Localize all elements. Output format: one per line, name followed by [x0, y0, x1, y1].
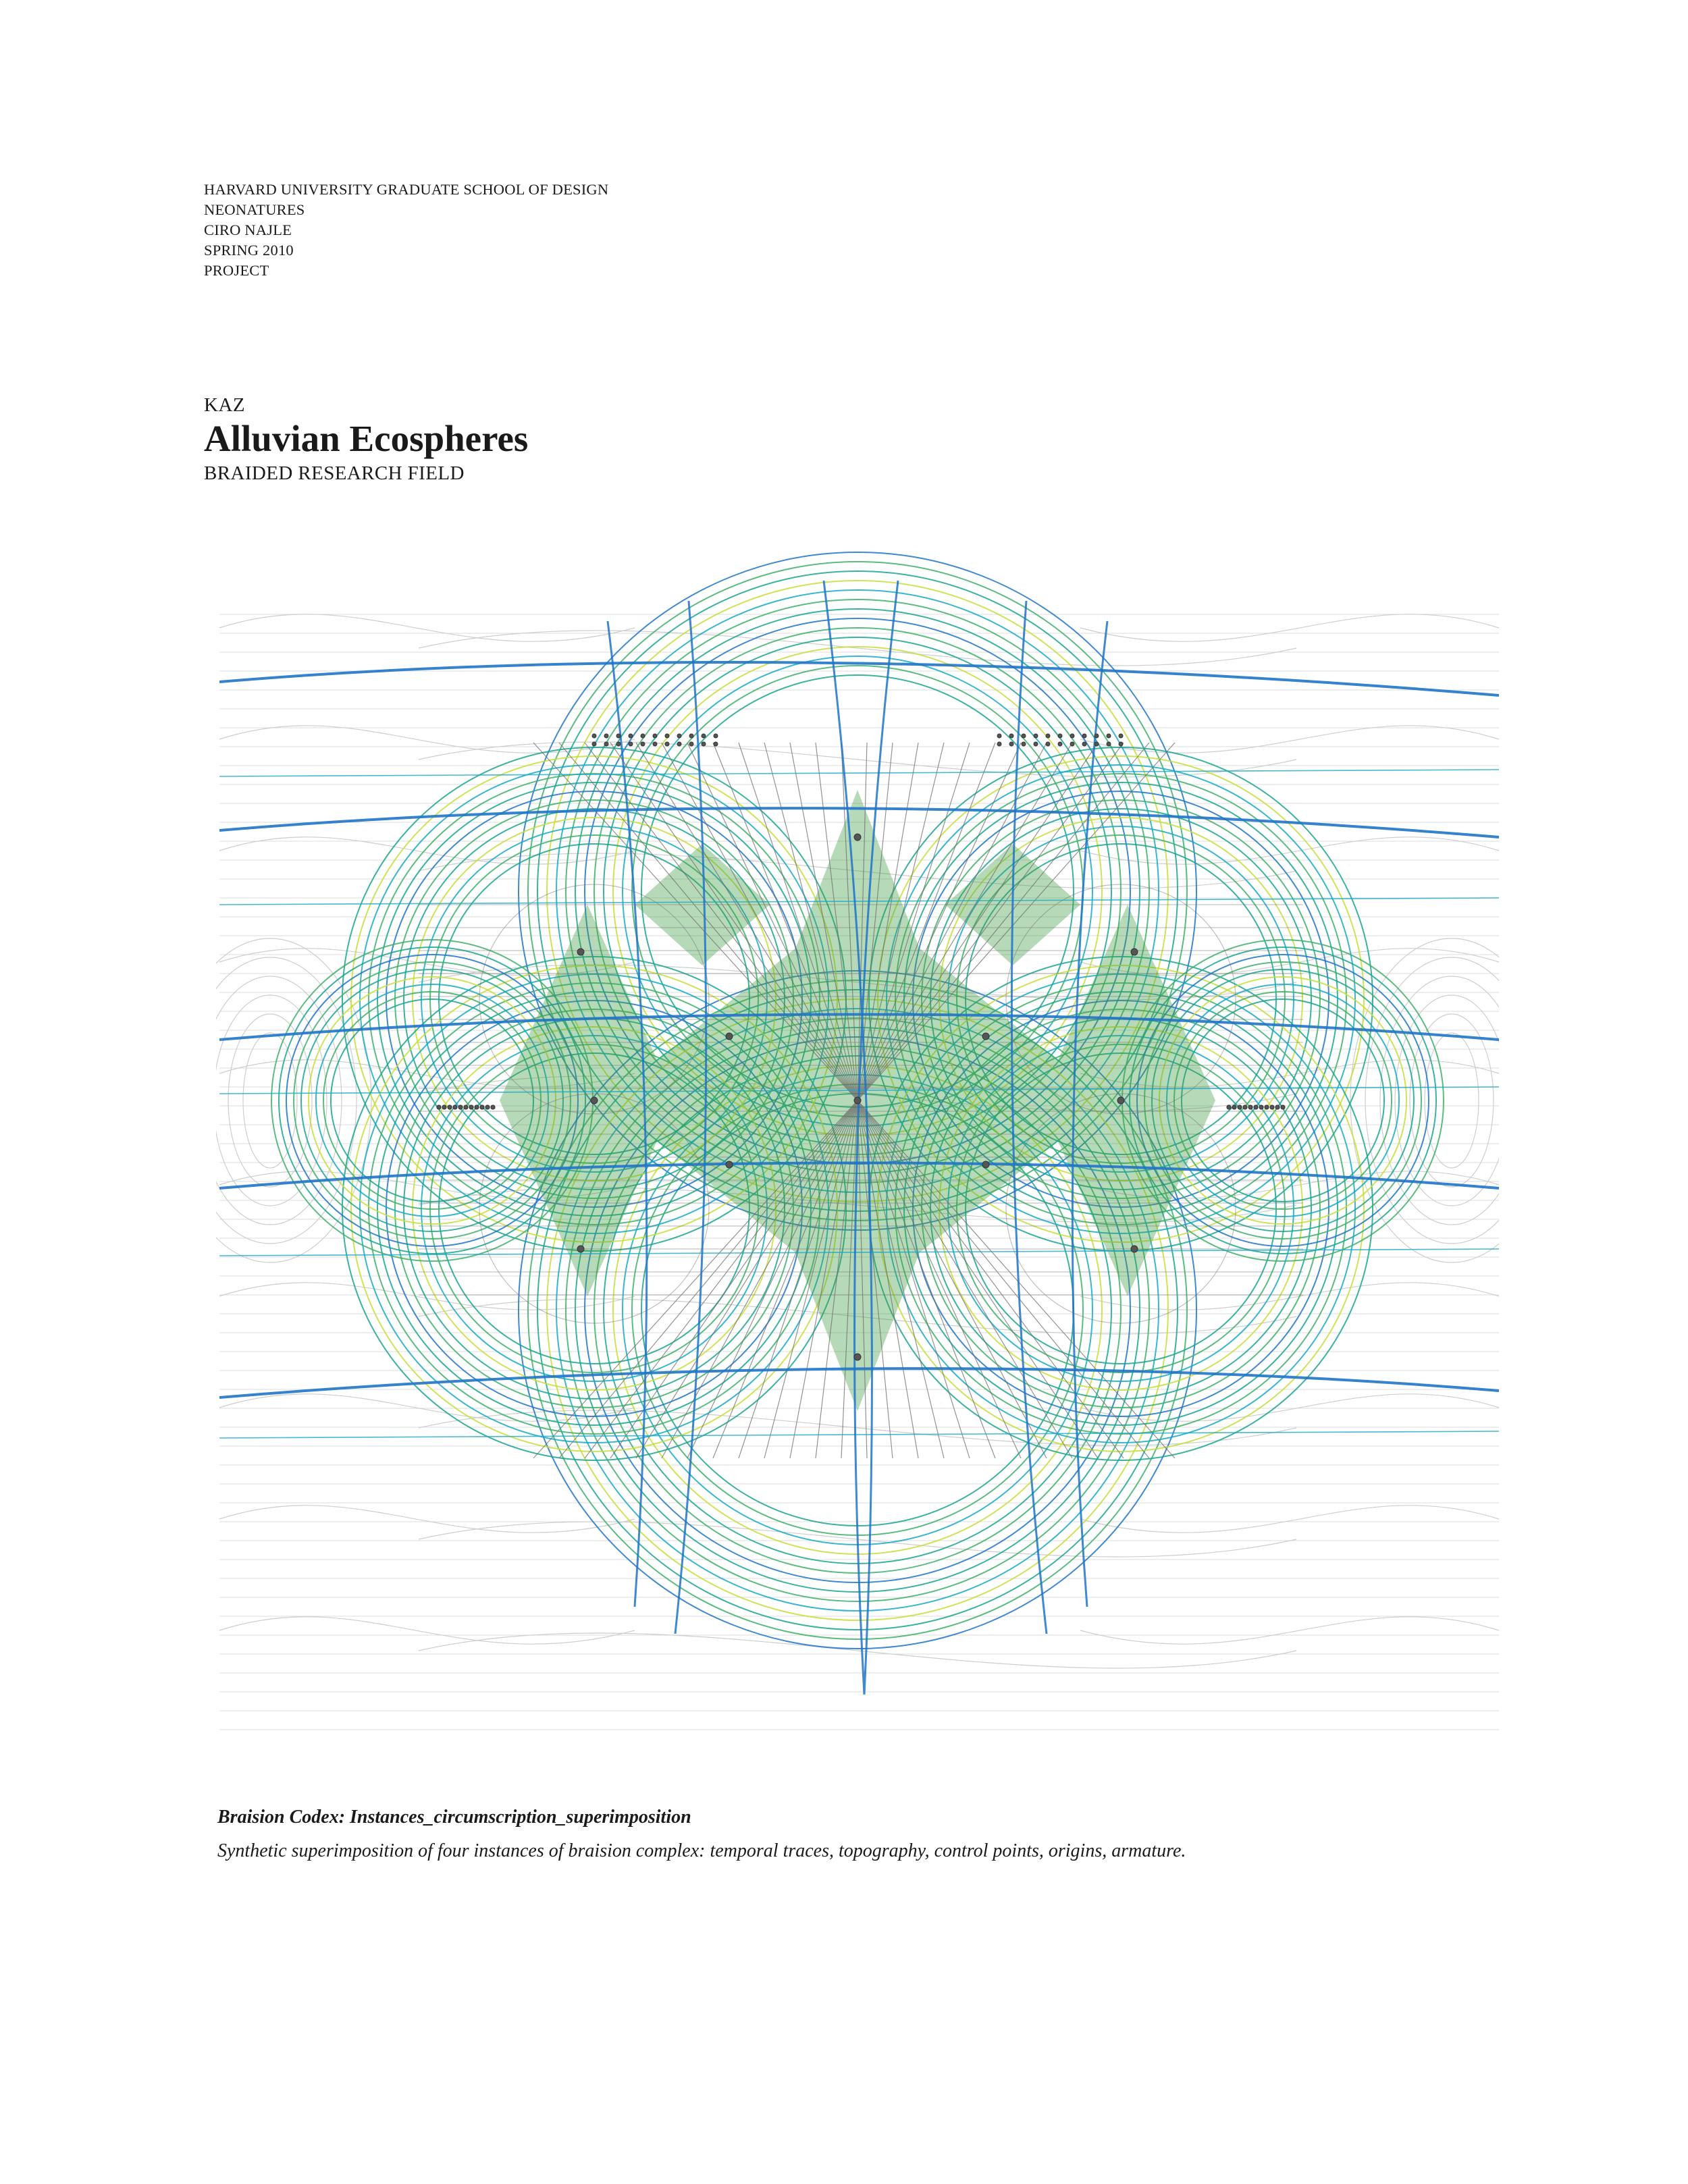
project-title-block [204, 394, 528, 485]
caption-title: Braision Codex: Instances_circumscription_superimposition [217, 1807, 691, 1828]
diagram-artwork [216, 527, 1499, 1755]
page-subtitle: BRAIDED RESEARCH FIELD [204, 462, 465, 484]
project-kicker: KAZ [204, 394, 246, 416]
braision-diagram [216, 527, 1499, 1755]
page-title: Alluvian Ecospheres [204, 418, 529, 459]
term-line: SPRING 2010 [204, 242, 294, 259]
course-line: NEONATURES [204, 201, 305, 218]
course-header [204, 180, 608, 281]
school-line: HARVARD UNIVERSITY GRADUATE SCHOOL OF DESIGN [204, 181, 609, 198]
type-line: PROJECT [204, 262, 269, 279]
caption-text: Synthetic superimposition of four instances of braision complex: temporal traces, topography, control points, origins, armature. [217, 1840, 1186, 1861]
figure-caption [217, 1805, 1186, 1863]
instructor-line: CIRO NAJLE [204, 221, 292, 238]
